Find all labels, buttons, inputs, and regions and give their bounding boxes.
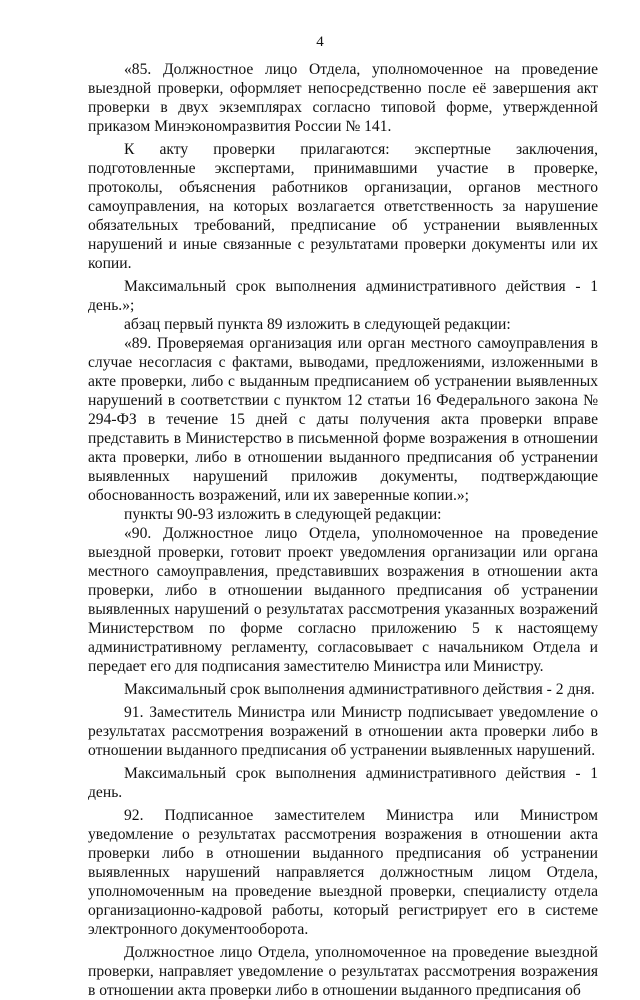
- paragraph-deadline-1-day: Максимальный срок выполнения административного действия - 1 день.»;: [88, 278, 598, 314]
- paragraph-amendment-90-93: пункты 90-93 изложить в следующей редакции:: [124, 506, 442, 523]
- document-body: [88, 60, 598, 1000]
- paragraph-attachments: К акту проверки прилагаются: экспертные заключения, подготовленные экспертами, принимавшими участие в проверке, протоколы, объяснения работников организации, органов местного самоуправления, на которых возлагается ответственность за нарушение обязательных требований, предписание об устранении выявленных нарушений и иные связанные с результатами проверки документы или их копии.: [88, 141, 598, 272]
- paragraph-item-91: 91. Заместитель Министра или Министр подписывает уведомление о результатах рассмотрения возражений в отношении акта проверки либо в отношении выданного предписания об устранении выявленных нарушений.: [88, 704, 598, 759]
- paragraph-item-92: 92. Подписанное заместителем Министра или Министром уведомление о результатах рассмотрения возражения в отношении акта проверки либо в отношении выданного предписания об устранении выявленных нарушений направляется должностным лицом Отдела, уполномоченным на проведение выездной проверки, специалисту отдела организационно-кадровой работы, который регистрирует его в системе электронного документооборота.: [88, 807, 598, 938]
- paragraph-item-90: «90. Должностное лицо Отдела, уполномоченное на проведение выездной проверки, готовит проект уведомления организации или органа местного самоуправления, представивших возражения в отношении акта проверки, либо в отношении выданного предписания об устранении выявленных нарушений о результатах рассмотрения указанных возражений Министерством по форме согласно приложению 5 к настоящему административному регламенту, согласовывает с начальником Отдела и передает его для подписания заместителю Министра или Министру.: [88, 525, 598, 675]
- paragraph-deadline-2-days: Максимальный срок выполнения административного действия - 2 дня.: [124, 681, 595, 698]
- paragraph-item-89: «89. Проверяемая организация или орган местного самоуправления в случае несогласия с фактами, выводами, предложениями, изложенными в акте проверки, либо с выданным предписанием об устранении выявленных нарушений в соответствии с пунктом 12 статьи 16 Федерального закона № 294-ФЗ в течение 15 дней с даты получения акта проверки вправе представить в Министерство в письменной форме возражения в отношении акта проверки, либо в отношении выданного предписания об устранении выявленных нарушений приложив документы, подтверждающие обоснованность возражений, или их заверенные копии.»;: [88, 335, 598, 504]
- page-number: 4: [316, 34, 324, 50]
- paragraph-item-85: «85. Должностное лицо Отдела, уполномоченное на проведение выездной проверки, оформляет непосредственно после её завершения акт проверки в двух экземплярах согласно типовой форме, утвержденной приказом Минэкономразвития России № 141.: [88, 61, 598, 135]
- paragraph-amendment-89: абзац первый пункта 89 изложить в следующей редакции:: [124, 316, 511, 333]
- paragraph-notification: Должностное лицо Отдела, уполномоченное на проведение выездной проверки, направляет уведомление о результатах рассмотрения возражения в отношении акта проверки либо в отношении выданного предписания об: [88, 944, 598, 999]
- paragraph-deadline-1-day-second: Максимальный срок выполнения административного действия - 1 день.: [88, 765, 598, 801]
